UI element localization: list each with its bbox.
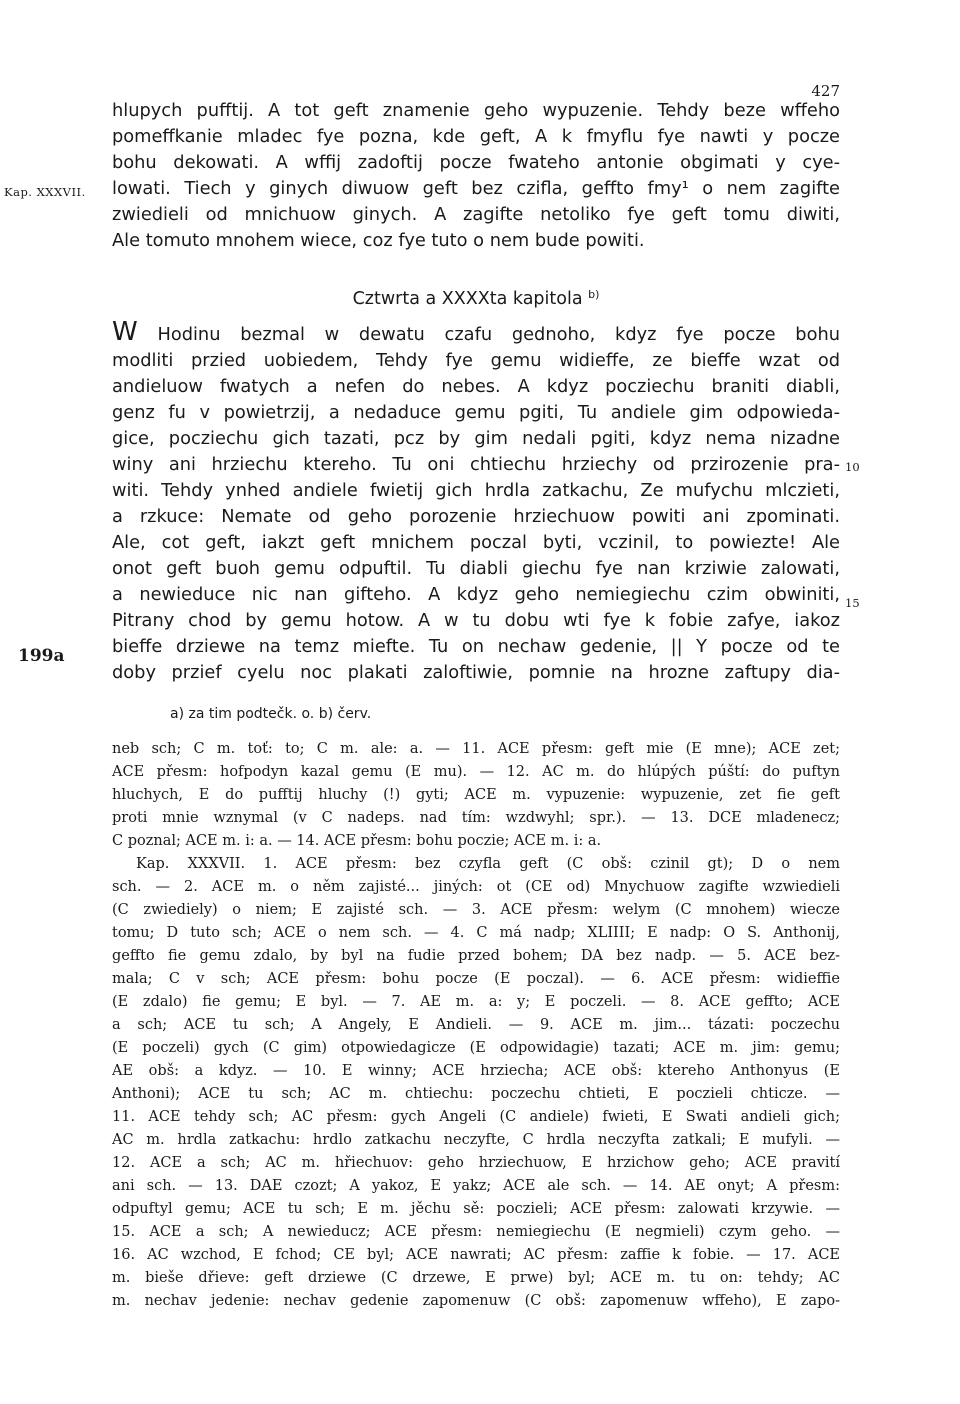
margin-chapter-marker: Kap. XXXVII. [4, 185, 86, 199]
main-text-line: winy ani hrziechu ktereho. Tu oni chtiechu hrziechy od przirozenie pra- [112, 454, 840, 475]
margin-folio-marker: 199a [18, 646, 65, 666]
apparatus-line: Kap. XXXVII. 1. ACE přesm: bez czyfla geft (C obš: czinil gt); D o nem [136, 856, 840, 872]
apparatus-line: ani sch. — 13. DAE czozt; A yakoz, E yakz; ACE ale sch. — 14. AE onyt; A přesm: [112, 1178, 840, 1194]
main-text-line-initial [112, 317, 840, 348]
apparatus-line: (C zwiediely) o niem; E zajisté sch. — 3. ACE přesm: welym (C mnohem) wiecze [112, 902, 840, 918]
chapter-heading [112, 286, 840, 312]
apparatus-line: AE obš: a kdyz. — 10. E winny; ACE hrziecha; ACE obš: ktereho Anthonyus (E [112, 1063, 840, 1079]
main-text-line: pomeffkanie mladec fye pozna, kde geft, A k fmyflu fye nawti y pocze [112, 126, 840, 147]
apparatus-line: a sch; ACE tu sch; A Angely, E Andieli. — 9. ACE m. jim... tázati: poczechu [112, 1017, 840, 1033]
apparatus-line: Anthoni); ACE tu sch; AC m. chtiechu: poczechu chtieti, E poczieli chticze. — [112, 1086, 840, 1102]
main-text-line: zwiedieli od mnichuow ginych. A zagifte netoliko fye geft tomu diwiti, [112, 204, 840, 225]
page-number: 427 [811, 82, 840, 100]
main-text-line: gice, pocziechu gich tazati, pcz by gim nedali pgiti, kdyz nema nizadne [112, 428, 840, 449]
main-text-line: bohu dekowati. A wffij zadoftij pocze fwateho antonie obgimati y cye- [112, 152, 840, 173]
initial-capital: W [112, 317, 138, 347]
main-text-line: bieffe drziewe na temz miefte. Tu on nechaw gedenie, || Y pocze od te [112, 636, 840, 657]
apparatus-line: (E poczeli) gych (C gim) otpowiedagicze (E odpowidagie) tazati; ACE m. jim: gemu; [112, 1040, 840, 1056]
apparatus-line: proti mnie wznymal (v C nadeps. nad tím: wzdwyhl; spr.). — 13. DCE mladenecz; [112, 810, 840, 826]
main-text-line: genz fu v powietrzij, a nedaduce gemu pgiti, Tu andiele gim odpowieda- [112, 402, 840, 423]
apparatus-line: 11. ACE tehdy sch; AC přesm: gych Angeli (C andiele) fwieti, E Swati andieli gich; [112, 1109, 840, 1125]
apparatus-line: 16. AC wzchod, E fchod; CE byl; ACE nawrati; AC přesm: zaffie k fobie. — 17. ACE [112, 1247, 840, 1263]
main-text-line: witi. Tehdy ynhed andiele fwietij gich hrdla zatkachu, Ze mufychu mlczieti, [112, 480, 840, 501]
apparatus-line: geffto fie gemu zdalo, by byl na fudie przed bohem; DA bez nadp. — 5. ACE bez- [112, 948, 840, 964]
main-text-line: doby przief cyelu noc plakati zaloftiwie, pomnie na hrozne zaftupy dia- [112, 662, 840, 683]
chapter-heading-note: b) [588, 288, 600, 301]
main-text-line: Ale tomuto mnohem wiece, coz fye tuto o nem bude powiti. [112, 230, 645, 251]
apparatus-line: 15. ACE a sch; A newieducz; ACE přesm: nemiegiechu (E negmieli) czym geho. — [112, 1224, 840, 1240]
main-text-line: lowati. Tiech y ginych diwuow geft bez czifla, geffto fmy¹ o nem zagifte [112, 178, 840, 199]
footnote: a) za tim podtečk. o. b) červ. [170, 706, 372, 722]
first-line-text: Hodinu bezmal w dewatu czafu gednoho, kdyz fye pocze bohu [137, 324, 840, 345]
apparatus-line: AC m. hrdla zatkachu: hrdlo zatkachu neczyfte, C hrdla neczyfta zatkali; E mufyli. — [112, 1132, 840, 1148]
main-text-line: Ale, cot geft, iakzt geft mnichem poczal byti, vczinil, to powiezte! Ale [112, 532, 840, 553]
apparatus-line: 12. ACE a sch; AC m. hřiechuov: geho hrziechuow, E hrzichow geho; ACE pravití [112, 1155, 840, 1171]
apparatus-line: mala; C v sch; ACE přesm: bohu pocze (E poczal). — 6. ACE přesm: widieffie [112, 971, 840, 987]
chapter-heading-text: Cztwrta a XXXXta kapitola [352, 289, 583, 309]
main-text-line: andieluow fwatych a nefen do nebes. A kdyz pocziechu braniti diabli, [112, 376, 840, 397]
apparatus-line: odpuftyl gemu; ACE tu sch; E m. jěchu sě: poczieli; ACE přesm: zalowati krzywie. — [112, 1201, 840, 1217]
apparatus-line: tomu; D tuto sch; ACE o nem sch. — 4. C má nadp; XLIIII; E nadp: O S. Anthonij, [112, 925, 840, 941]
margin-line-number-10: 10 [845, 460, 860, 474]
main-text-line: a rzkuce: Nemate od geho porozenie hrziechuow powiti ani zpominati. [112, 506, 840, 527]
apparatus-line: m. bieše dřieve: geft drziewe (C drzewe, E prwe) byl; ACE m. tu on: tehdy; AC [112, 1270, 840, 1286]
margin-line-number-15: 15 [845, 596, 860, 610]
main-text-line: modliti przied uobiedem, Tehdy fye gemu widieffe, ze bieffe wzat od [112, 350, 840, 371]
apparatus-line: m. nechav jedenie: nechav gedenie zapomenuw (C obš: zapomenuw wffeho), E zapo- [112, 1293, 840, 1309]
apparatus-line: C poznal; ACE m. i: a. — 14. ACE přesm: bohu poczie; ACE m. i: a. [112, 833, 602, 849]
main-text-line: Pitrany chod by gemu hotow. A w tu dobu wti fye k fobie zafye, iakoz [112, 610, 840, 631]
main-text-line: onot geft buoh gemu odpuftil. Tu diabli giechu fye nan krziwie zalowati, [112, 558, 840, 579]
apparatus-line: ACE přesm: hofpodyn kazal gemu (E mu). — 12. AC m. do hlúpých púští: do puftyn [112, 764, 840, 780]
main-text-line: a newieduce nic nan gifteho. A kdyz geho nemiegiechu czim obwiniti, [112, 584, 840, 605]
main-text-line: hlupych pufftij. A tot geft znamenie geho wypuzenie. Tehdy beze wffeho [112, 100, 840, 121]
apparatus-line: neb sch; C m. toť: to; C m. ale: a. — 11. ACE přesm: geft mie (E mne); ACE zet; [112, 741, 840, 757]
apparatus-line: hluchych, E do pufftij hluchy (!) gyti; ACE m. vypuzenie: wypuzenie, zet fie geft [112, 787, 840, 803]
apparatus-line: (E zdalo) fie gemu; E byl. — 7. AE m. a: y; E poczeli. — 8. ACE geffto; ACE [112, 994, 840, 1010]
apparatus-line: sch. — 2. ACE m. o něm zajisté... jiných: ot (CE od) Mnychuow zagifte wzwiedieli [112, 879, 840, 895]
